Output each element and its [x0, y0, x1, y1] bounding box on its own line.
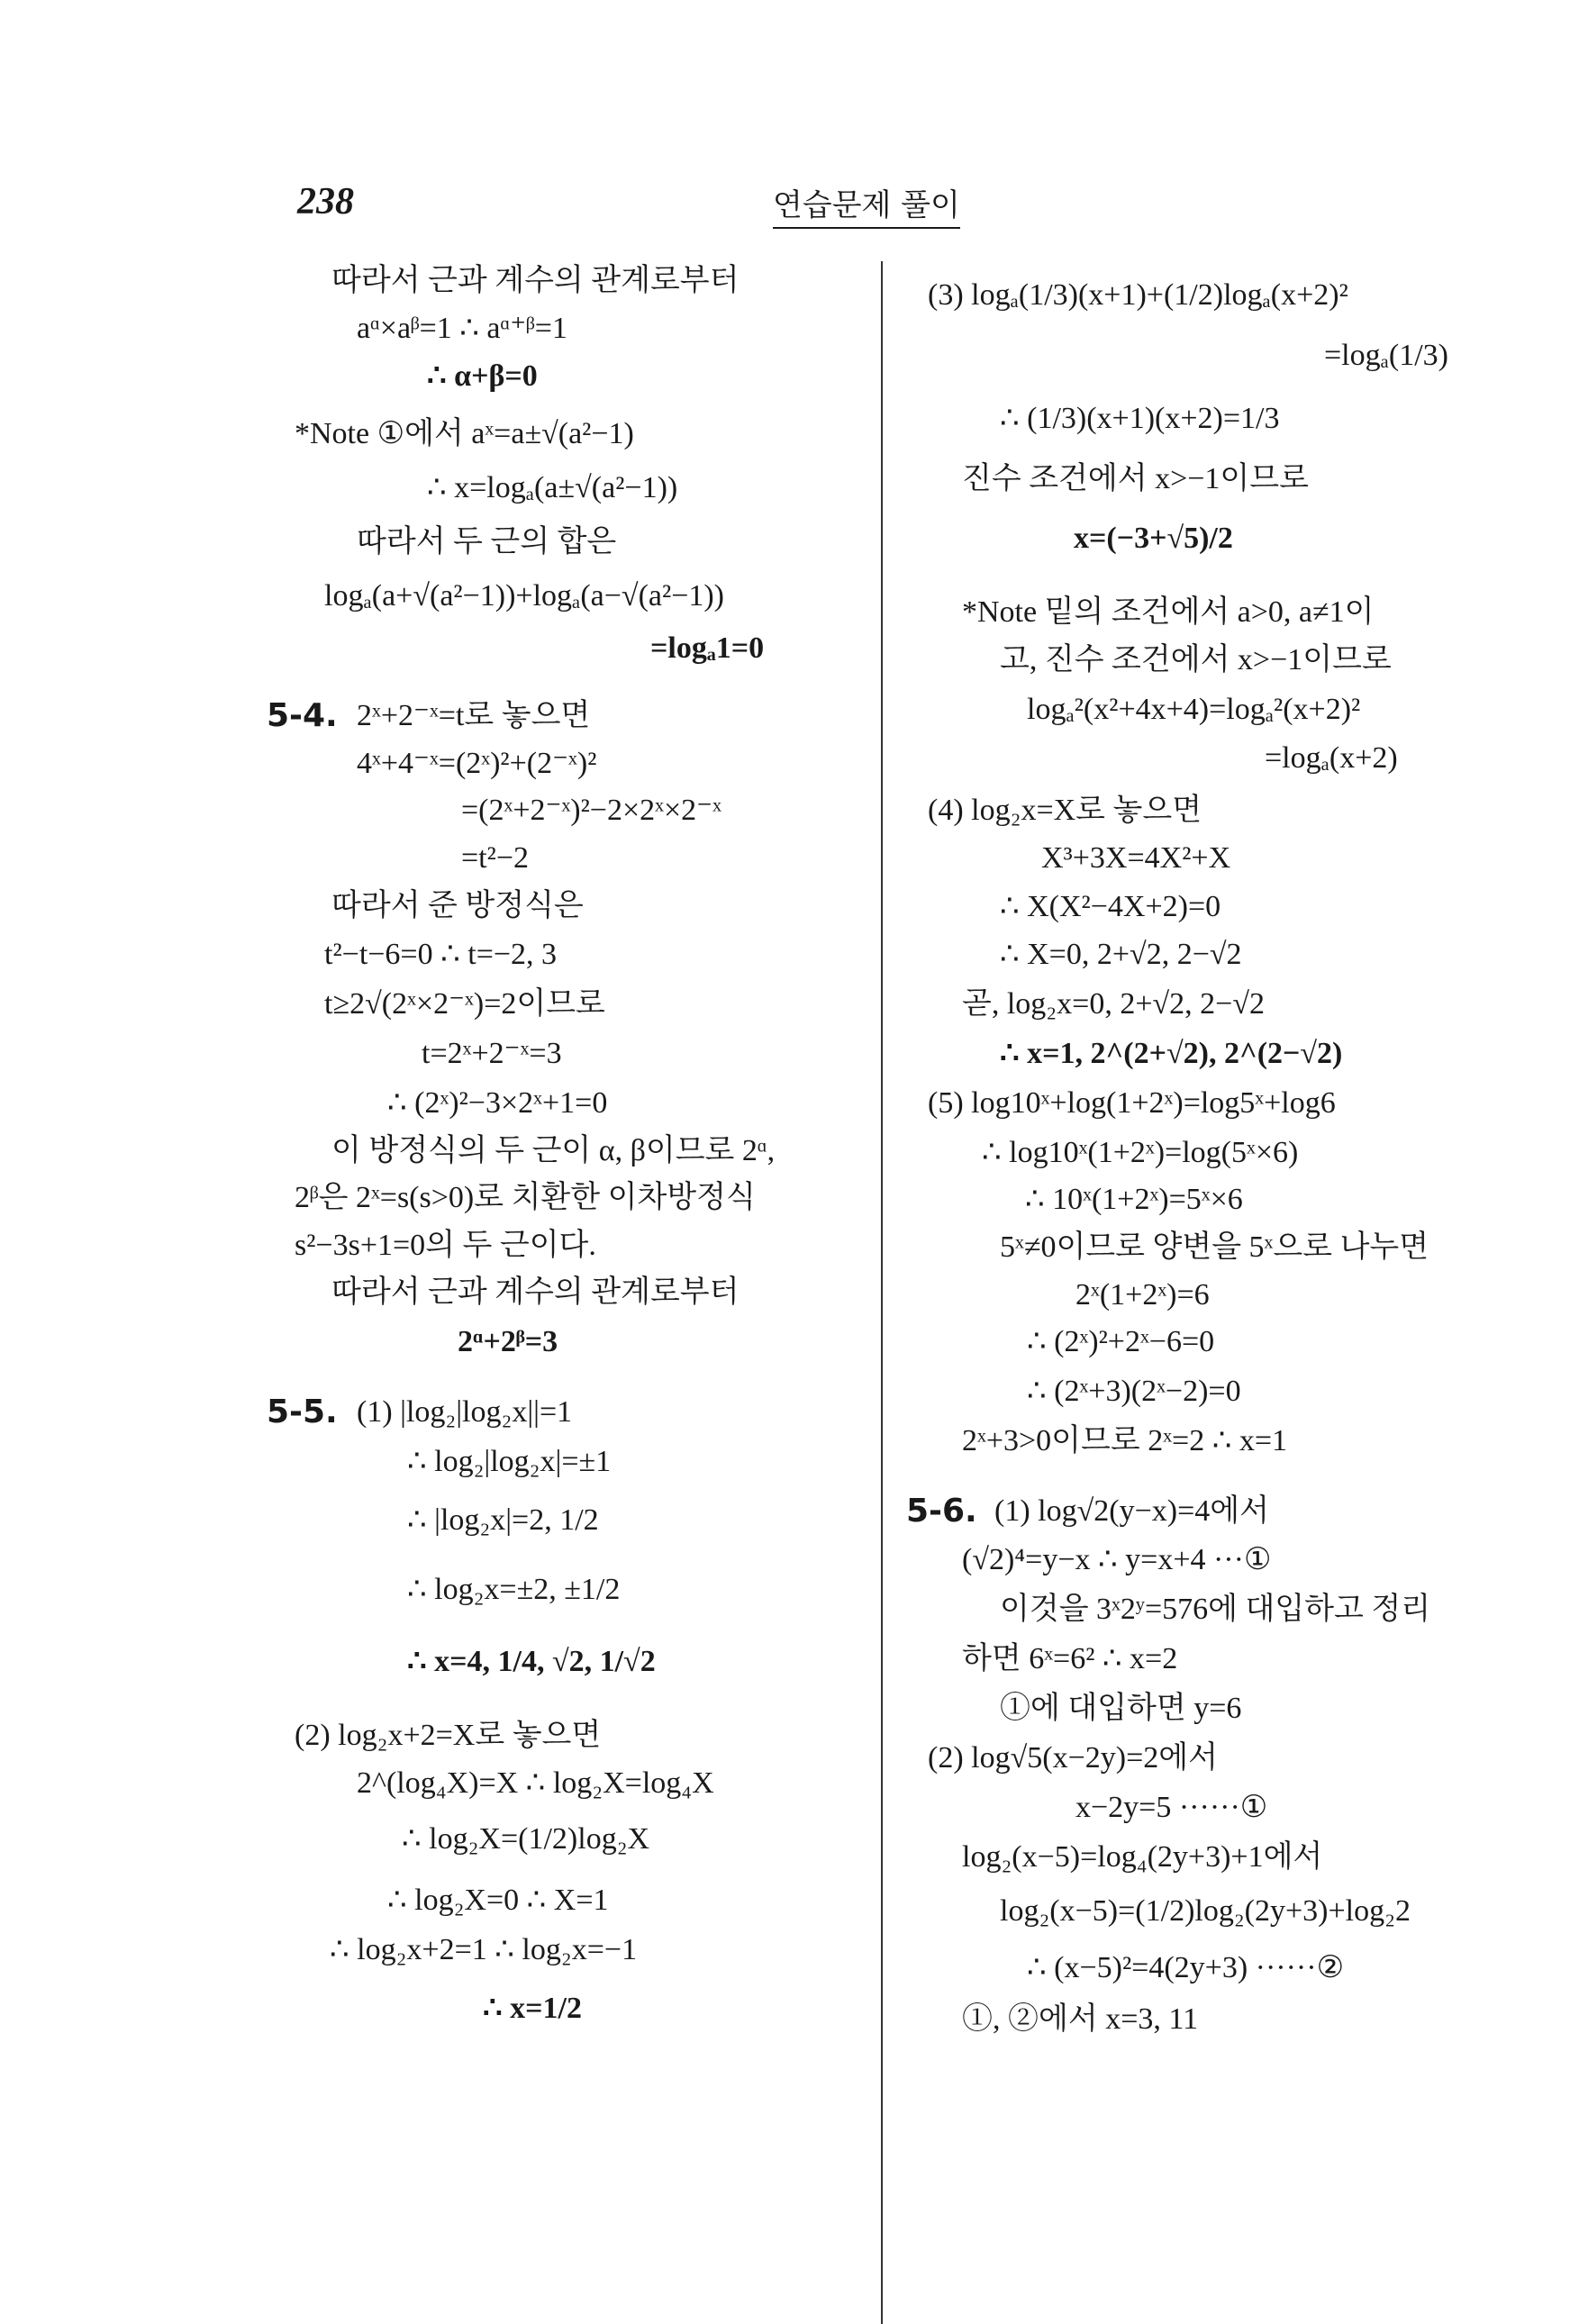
- right-column-line: 고, 진수 조건에서 x>−1이므로: [1000, 643, 1392, 676]
- left-column-line: =logₐ1=0: [650, 631, 765, 665]
- left-column-line: ∴ x=1/2: [483, 1992, 582, 2025]
- left-column-line: 따라서 준 방정식은: [331, 889, 584, 922]
- right-column-line: ∴ 10ˣ(1+2ˣ)=5ˣ×6: [1025, 1183, 1243, 1216]
- right-column-line: x−2y=5 ······①: [1075, 1791, 1268, 1824]
- right-column-line: ∴ (2ˣ)²+2ˣ−6=0: [1027, 1325, 1215, 1358]
- left-column-line: ∴ (2ˣ)²−3×2ˣ+1=0: [387, 1086, 608, 1120]
- right-column-line: ∴ (2ˣ+3)(2ˣ−2)=0: [1027, 1375, 1241, 1408]
- page-number: 238: [297, 181, 354, 222]
- right-column-line: ∴ log10ˣ(1+2ˣ)=log(5ˣ×6): [982, 1136, 1299, 1169]
- left-column-line: =t²−2: [461, 841, 529, 875]
- left-column-line: logₐ(a+√(a²−1))+logₐ(a−√(a²−1)): [324, 579, 725, 613]
- left-column-line: 2ᵅ+2ᵝ=3: [458, 1325, 558, 1358]
- right-column-line: (2) log√5(x−2y)=2에서: [928, 1741, 1218, 1775]
- right-column-line: *Note 밑의 조건에서 a>0, a≠1이: [962, 595, 1375, 629]
- left-column-line: 따라서 근과 계수의 관계로부터: [331, 264, 740, 297]
- left-column-line: 이 방정식의 두 근이 α, β이므로 2ᵅ,: [331, 1134, 776, 1167]
- left-column-line: 2ᵝ은 2ˣ=s(s>0)로 치환한 이차방정식: [295, 1181, 756, 1214]
- right-column-line: (5) log10ˣ+log(1+2ˣ)=log5ˣ+log6: [928, 1086, 1336, 1120]
- right-column-line: (4) log₂x=X로 놓으면: [928, 794, 1202, 827]
- right-column-line: (1) log√2(y−x)=4에서: [994, 1494, 1269, 1528]
- left-column-line: (1) |log₂|log₂x||=1: [357, 1395, 573, 1429]
- right-column-line: ∴ x=1, 2^(2+√2), 2^(2−√2): [1000, 1037, 1343, 1070]
- left-column-line: ∴ x=4, 1/4, √2, 1/√2: [407, 1645, 656, 1678]
- left-column-line: ∴ log₂X=0 ∴ X=1: [387, 1884, 609, 1917]
- right-column-line: 곧, log₂x=0, 2+√2, 2−√2: [962, 987, 1265, 1021]
- left-column-line: ∴ log₂x=±2, ±1/2: [407, 1573, 621, 1606]
- right-column-line: 진수 조건에서 x>−1이므로: [962, 462, 1309, 495]
- right-column-line: ∴ X(X²−4X+2)=0: [1000, 890, 1221, 923]
- right-column-line: logₐ²(x²+4x+4)=logₐ²(x+2)²: [1027, 693, 1361, 726]
- right-column-line: ∴ X=0, 2+√2, 2−√2: [1000, 938, 1242, 971]
- left-column-line: ∴ log₂X=(1/2)log₂X: [402, 1822, 650, 1856]
- page-header-title: 연습문제 풀이: [773, 180, 960, 229]
- right-column-line: 하면 6ˣ=6² ∴ x=2: [962, 1642, 1178, 1675]
- left-column-line: ∴ log₂|log₂x|=±1: [407, 1445, 612, 1478]
- left-column-line: 4ˣ+4⁻ˣ=(2ˣ)²+(2⁻ˣ)²: [357, 747, 597, 780]
- left-column-line: t≥2√(2ˣ×2⁻ˣ)=2이므로: [324, 987, 605, 1021]
- column-divider: [881, 261, 883, 2324]
- left-column-line: aᵅ×aᵝ=1 ∴ aᵅ⁺ᵝ=1: [357, 312, 567, 345]
- right-column-line: =logₐ(1/3): [1324, 339, 1449, 372]
- right-column-line: =logₐ(x+2): [1265, 741, 1398, 775]
- left-column-line: s²−3s+1=0의 두 근이다.: [295, 1229, 596, 1262]
- left-column-line: =(2ˣ+2⁻ˣ)²−2×2ˣ×2⁻ˣ: [461, 794, 721, 827]
- right-column-line: ①에 대입하면 y=6: [1000, 1692, 1242, 1725]
- right-column-line: ∴ (1/3)(x+1)(x+2)=1/3: [1000, 402, 1280, 435]
- problem-number: 5-6.: [906, 1493, 977, 1530]
- left-column-line: 따라서 두 근의 합은: [357, 525, 617, 558]
- right-column-line: ∴ (x−5)²=4(2y+3) ······②: [1027, 1951, 1345, 1984]
- problem-number: 5-4.: [267, 697, 338, 734]
- right-column-line: (3) logₐ(1/3)(x+1)+(1/2)logₐ(x+2)²: [928, 278, 1348, 312]
- left-column-line: (2) log₂x+2=X로 놓으면: [295, 1719, 602, 1752]
- left-column-line: *Note ①에서 aˣ=a±√(a²−1): [295, 417, 634, 450]
- left-column-line: ∴ α+β=0: [427, 359, 538, 393]
- right-column-line: log₂(x−5)=log₄(2y+3)+1에서: [962, 1840, 1323, 1874]
- right-column-line: (√2)⁴=y−x ∴ y=x+4 ···①: [962, 1543, 1272, 1576]
- right-column-line: ①, ②에서 x=3, 11: [962, 2002, 1199, 2036]
- left-column-line: ∴ x=logₐ(a±√(a²−1)): [427, 471, 678, 504]
- left-column-line: t=2ˣ+2⁻ˣ=3: [422, 1037, 562, 1070]
- right-column-line: 2ˣ+3>0이므로 2ˣ=2 ∴ x=1: [962, 1424, 1288, 1457]
- right-column-line: x=(−3+√5)/2: [1074, 522, 1233, 555]
- right-column-line: 2ˣ(1+2ˣ)=6: [1075, 1278, 1210, 1312]
- right-column-line: log₂(x−5)=(1/2)log₂(2y+3)+log₂2: [1000, 1894, 1411, 1928]
- left-column-line: ∴ log₂x+2=1 ∴ log₂x=−1: [330, 1933, 638, 1966]
- left-column-line: 2^(log₄X)=X ∴ log₂X=log₄X: [357, 1766, 714, 1800]
- problem-number: 5-5.: [267, 1393, 338, 1430]
- left-column-line: t²−t−6=0 ∴ t=−2, 3: [324, 938, 558, 971]
- left-column-line: 따라서 근과 계수의 관계로부터: [331, 1275, 740, 1309]
- right-column-line: 5ˣ≠0이므로 양변을 5ˣ으로 나누면: [1000, 1230, 1429, 1264]
- right-column-line: 이것을 3ˣ2ʸ=576에 대입하고 정리: [1000, 1593, 1431, 1626]
- left-column-line: ∴ |log₂x|=2, 1/2: [407, 1503, 599, 1537]
- right-column-line: X³+3X=4X²+X: [1041, 841, 1231, 875]
- left-column-line: 2ˣ+2⁻ˣ=t로 놓으면: [357, 699, 591, 732]
